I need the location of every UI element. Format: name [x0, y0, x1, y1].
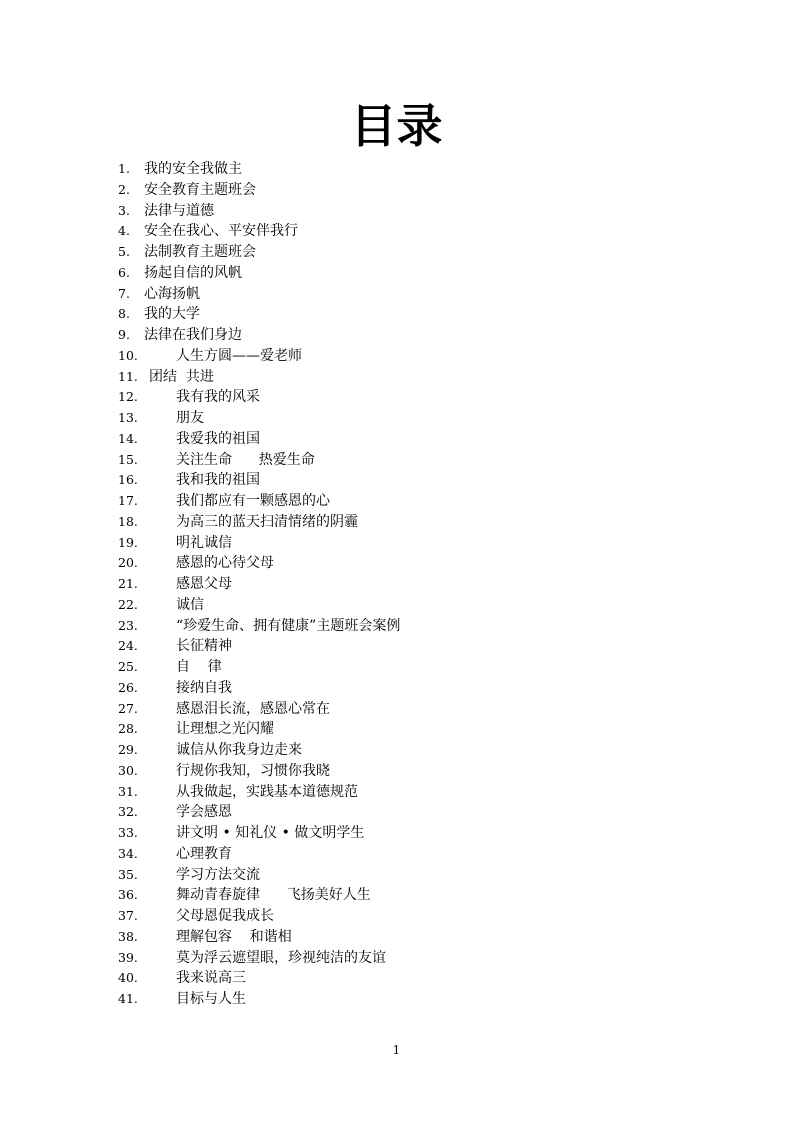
toc-item	[118, 470, 400, 491]
toc-item	[118, 304, 400, 325]
toc-item	[118, 906, 400, 927]
toc-item-title: 诚信从你我身边走来	[176, 742, 302, 758]
toc-item-title: 我的安全我做主	[144, 161, 242, 177]
toc-item-title: 目标与人生	[176, 991, 246, 1007]
toc-item-number: 15.	[118, 451, 138, 467]
toc-item-number: 18.	[118, 513, 138, 529]
toc-item-title: 感恩父母	[176, 576, 232, 592]
toc-item-title: 舞动青春旋律 飞扬美好人生	[176, 887, 371, 904]
toc-item-number: 17.	[118, 493, 138, 508]
toc-item-number: 8.	[118, 306, 130, 322]
toc-item	[118, 533, 400, 554]
toc-item-number: 2.	[118, 181, 130, 197]
toc-item	[118, 450, 400, 471]
toc-item	[118, 865, 400, 886]
toc-item-number: 14.	[118, 430, 138, 446]
toc-item-title: 接纳自我	[176, 679, 232, 696]
toc-item	[118, 595, 400, 616]
toc-item-number: 3.	[118, 202, 130, 218]
toc-item-number: 27.	[118, 700, 138, 716]
toc-item-title: 长征精神	[176, 638, 232, 655]
toc-item-number: 39.	[118, 949, 138, 965]
toc-item-number: 10.	[118, 347, 138, 363]
toc-item-title: 明礼诚信	[176, 534, 232, 551]
toc-item-number: 23.	[118, 617, 138, 633]
toc-item-number: 40.	[118, 970, 138, 986]
toc-item-title: 我的大学	[144, 306, 200, 323]
toc-item-number: 7.	[118, 285, 130, 301]
toc-item-title: 我们都应有一颗感恩的心	[176, 493, 330, 509]
toc-item-title: 扬起自信的风帆	[144, 264, 242, 281]
toc-item-title: 朋友	[176, 410, 204, 426]
toc-item	[118, 761, 400, 782]
toc-item	[118, 740, 400, 761]
toc-item-title: 诚信	[176, 596, 204, 613]
toc-item	[118, 242, 400, 263]
toc-item-title: 从我做起，实践基本道德规范	[176, 783, 358, 800]
toc-item-title: 感恩泪长流，感恩心常在	[176, 700, 330, 717]
toc-item-title: 人生方圆——爱老师	[176, 347, 302, 364]
toc-item	[118, 159, 400, 180]
toc-item-title: 法律在我们身边	[144, 327, 242, 343]
toc-item	[118, 387, 400, 408]
toc-item-number: 25.	[118, 659, 138, 674]
toc-item	[118, 553, 400, 574]
toc-item	[118, 699, 400, 720]
toc-item	[118, 989, 400, 1010]
toc-item-title: 团结 共进	[149, 368, 214, 385]
toc-item-number: 41.	[118, 991, 138, 1006]
toc-item-title: 为高三的蓝天扫清情绪的阴霾	[176, 513, 358, 530]
toc-item-title: 父母恩促我成长	[176, 908, 274, 924]
page-title: 目录	[350, 99, 443, 153]
toc-item-title: 心理教育	[176, 845, 232, 862]
toc-item	[118, 802, 400, 823]
toc-item	[118, 180, 400, 201]
toc-item-title: 安全在我心、平安伴我行	[144, 223, 298, 240]
toc-item-title: 自 律	[176, 659, 222, 675]
toc-item-title: 我有我的风采	[176, 389, 260, 406]
toc-item-number: 29.	[118, 742, 138, 757]
toc-item-number: 6.	[118, 264, 130, 280]
toc-item	[118, 346, 400, 367]
toc-item-title: 关注生命 热爱生命	[176, 451, 315, 468]
toc-item-number: 33.	[118, 825, 138, 840]
toc-item-title: 安全教育主题班会	[144, 181, 256, 198]
toc-item-title: 学会感恩	[176, 804, 232, 821]
page-number: 1	[392, 1043, 401, 1057]
toc-item	[118, 782, 400, 803]
toc-item-number: 21.	[118, 576, 138, 591]
toc-item-title: 行规你我知，习惯你我晓	[176, 762, 330, 779]
toc-item-title: 莫为浮云遮望眼，珍视纯洁的友谊	[176, 949, 386, 966]
toc-item-number: 19.	[118, 534, 138, 550]
toc-item-title: 讲文明 • 知礼仪 • 做文明学生	[176, 825, 365, 841]
toc-item	[118, 678, 400, 699]
toc-item-number: 22.	[118, 596, 138, 612]
toc-item-title: 感恩的心待父母	[176, 555, 274, 572]
toc-item	[118, 823, 400, 844]
toc-item-number: 31.	[118, 783, 138, 799]
toc-item	[118, 201, 400, 222]
toc-item-title: 学习方法交流	[176, 866, 260, 883]
toc-item-title: “珍爱生命、拥有健康”主题班会案例	[176, 617, 401, 634]
toc-item-number: 28.	[118, 721, 138, 737]
toc-item-number: 11.	[118, 368, 138, 384]
toc-item-number: 38.	[118, 928, 138, 944]
toc-item	[118, 574, 400, 595]
toc-item-number: 24.	[118, 638, 138, 654]
toc-item-title: 我爱我的祖国	[176, 430, 260, 447]
toc-item-title: 理解包容 和谐相	[176, 928, 292, 945]
toc-item-number: 37.	[118, 908, 138, 923]
toc-item	[118, 968, 400, 989]
toc-item-number: 1.	[118, 161, 130, 176]
toc-item	[118, 844, 400, 865]
toc-item-number: 35.	[118, 866, 138, 882]
toc-item-number: 32.	[118, 804, 138, 820]
toc-item-number: 36.	[118, 887, 138, 903]
toc-item-title: 让理想之光闪耀	[176, 721, 274, 738]
toc-item	[118, 367, 400, 388]
toc-item	[118, 657, 400, 678]
toc-item	[118, 408, 400, 429]
toc-item	[118, 512, 400, 533]
toc-item-number: 20.	[118, 555, 138, 571]
toc-item-number: 12.	[118, 389, 138, 405]
toc-item-title: 我和我的祖国	[176, 472, 260, 489]
toc-item	[118, 429, 400, 450]
toc-item	[118, 325, 400, 346]
table-of-contents	[118, 159, 400, 1010]
toc-item-title: 我来说高三	[176, 970, 246, 987]
toc-item	[118, 927, 400, 948]
toc-item-title: 法制教育主题班会	[144, 244, 256, 260]
toc-item-title: 心海扬帆	[144, 285, 200, 302]
toc-item	[118, 948, 400, 969]
toc-item-number: 30.	[118, 762, 138, 778]
toc-item-number: 34.	[118, 845, 138, 861]
toc-item	[118, 491, 400, 512]
toc-item-number: 4.	[118, 223, 130, 239]
toc-item-number: 26.	[118, 679, 138, 695]
toc-item	[118, 263, 400, 284]
toc-item	[118, 636, 400, 657]
toc-item	[118, 885, 400, 906]
toc-item-title: 法律与道德	[144, 202, 214, 219]
toc-item-number: 16.	[118, 472, 138, 488]
toc-item-number: 9.	[118, 327, 130, 342]
toc-item-number: 13.	[118, 410, 138, 425]
toc-item	[118, 221, 400, 242]
toc-item	[118, 616, 400, 637]
toc-item	[118, 719, 400, 740]
toc-item-number: 5.	[118, 244, 130, 259]
toc-item	[118, 284, 400, 305]
